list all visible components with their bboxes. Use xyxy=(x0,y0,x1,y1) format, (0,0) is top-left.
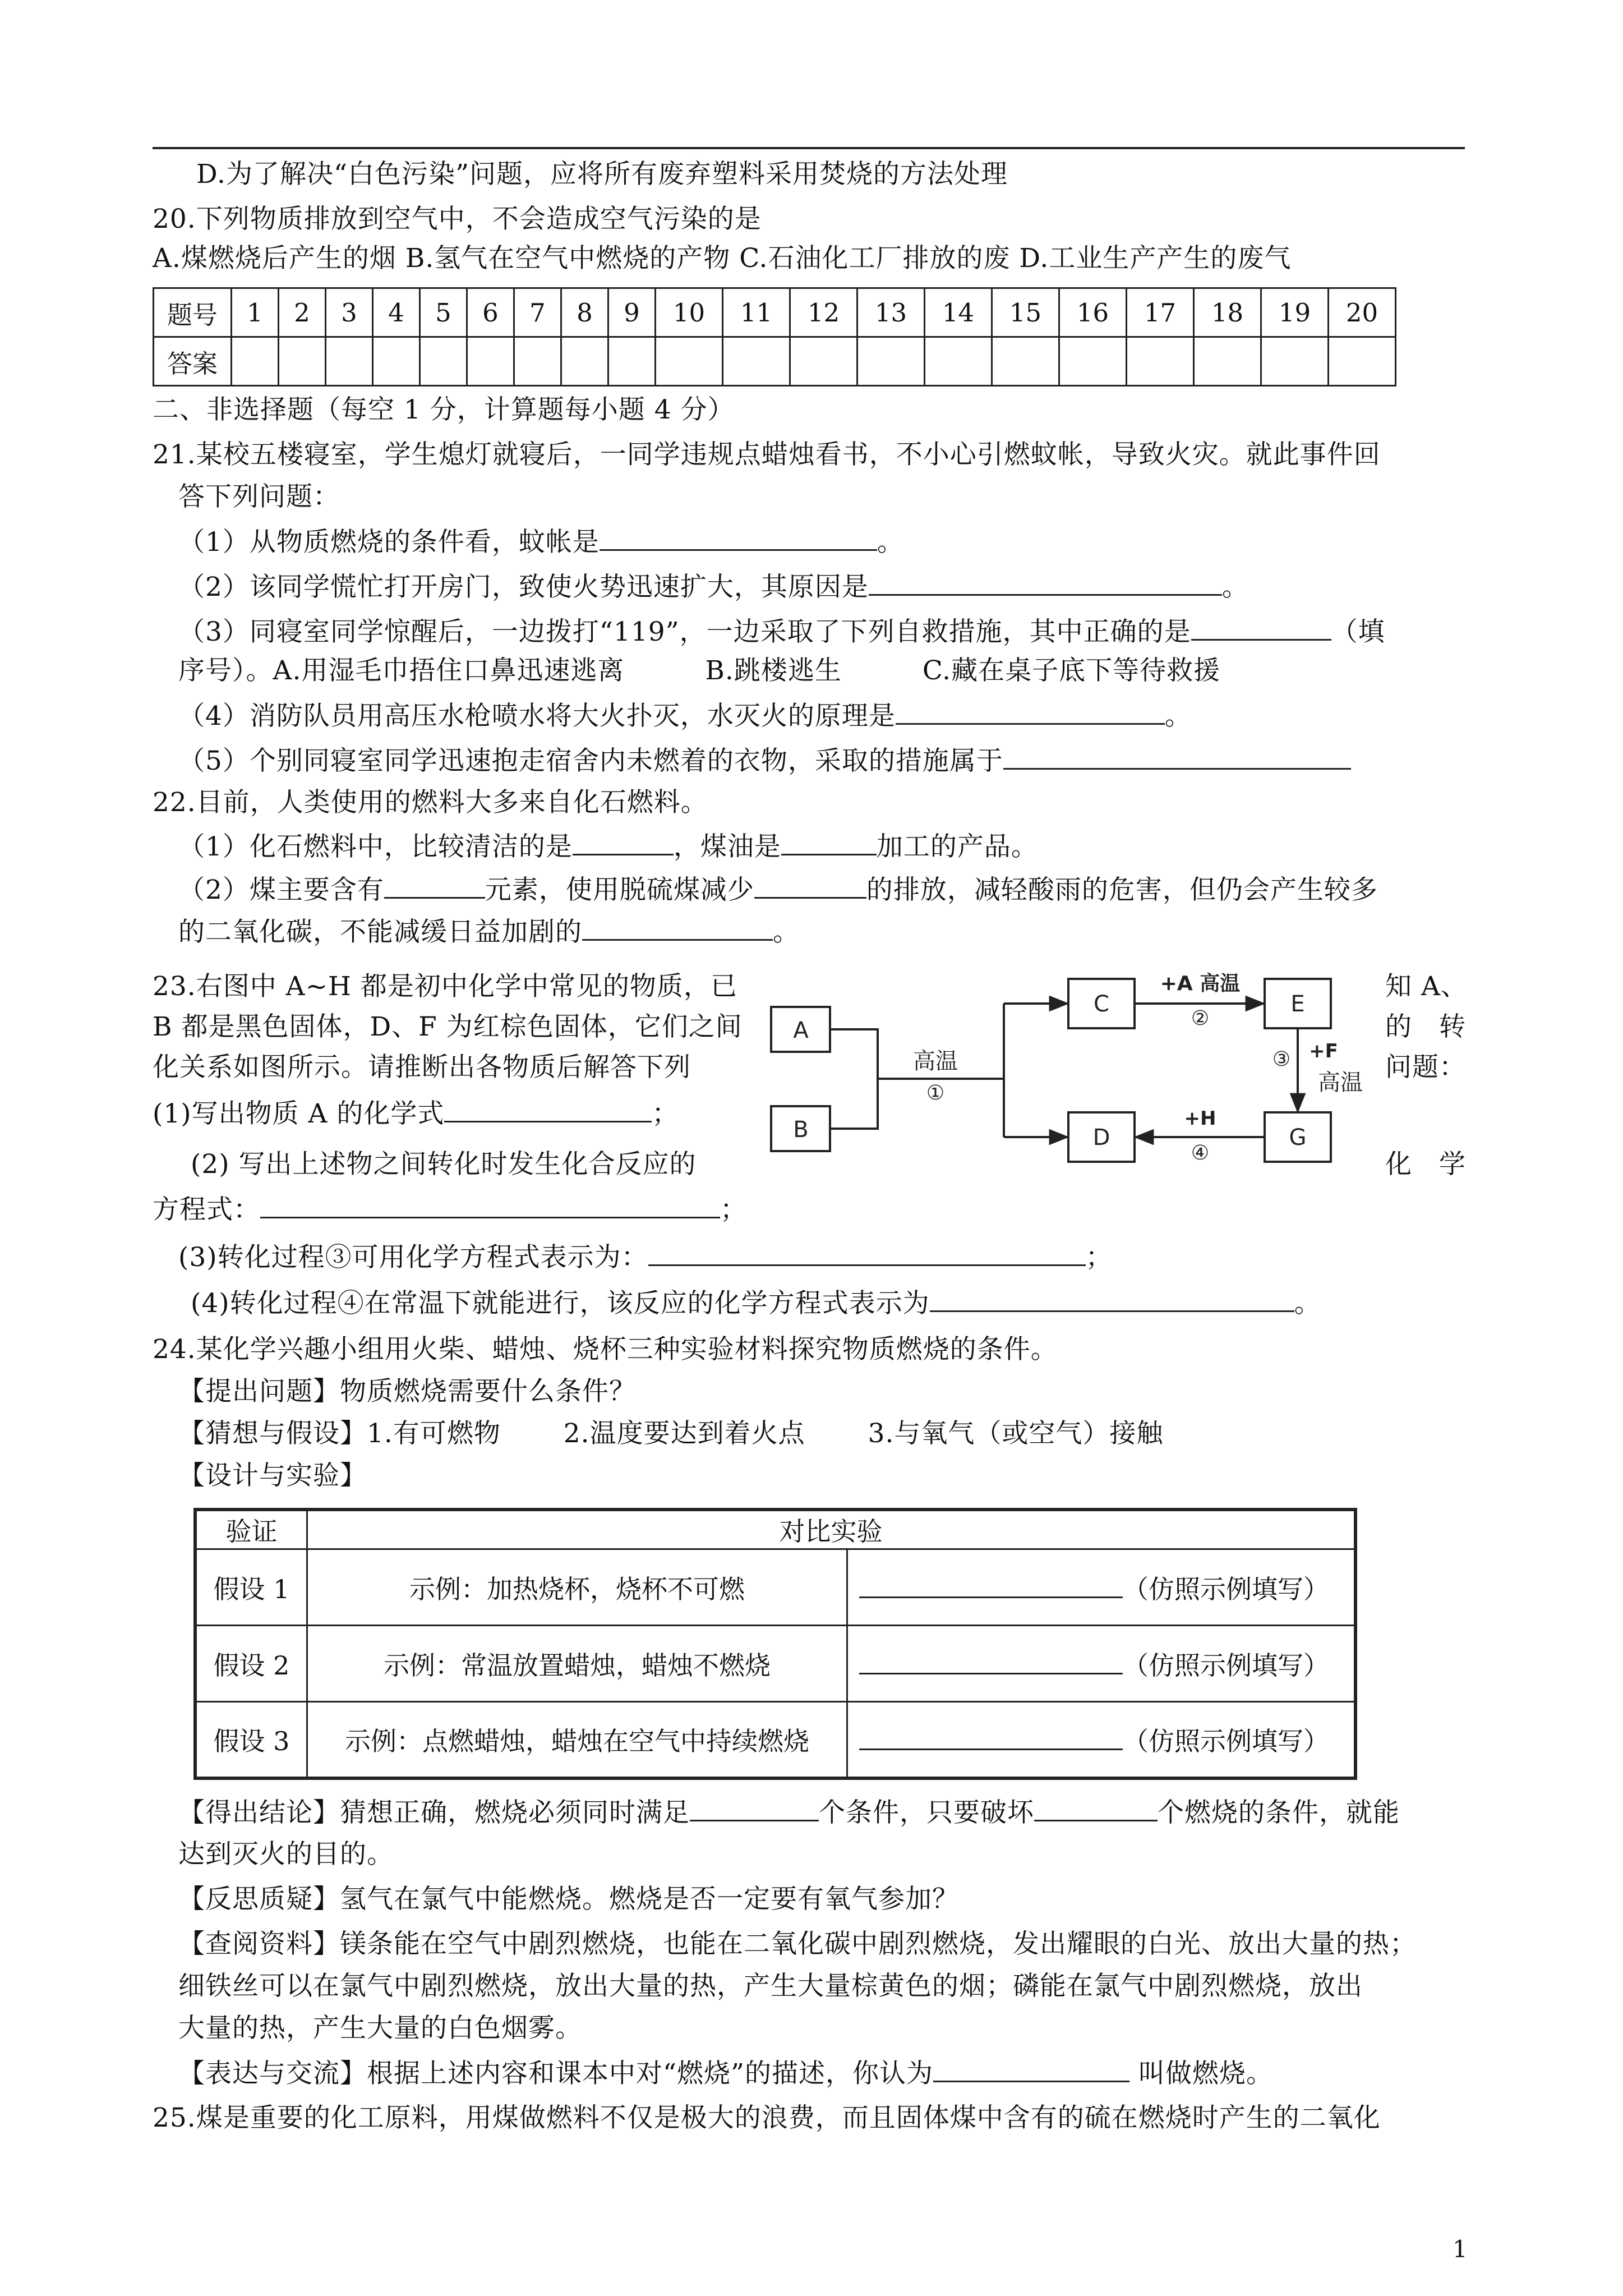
q24-design-heading: 【设计与实验】 xyxy=(178,1460,367,1491)
answer-blank[interactable] xyxy=(1003,743,1351,770)
answer-number: 10 xyxy=(656,288,723,337)
q23-stem-3-right: 问题： xyxy=(1385,1052,1466,1083)
q21-part-2-text: （2）该同学慌忙打开房门，致使火势迅速扩大，其原因是 xyxy=(178,572,869,602)
q22-part-3-text: 的二氧化碳，不能减缓日益加剧的 xyxy=(178,917,582,947)
label-d: D xyxy=(1092,1125,1110,1151)
q21-part-1-text: （1）从物质燃烧的条件看，蚊帐是 xyxy=(178,527,600,558)
answer-cell[interactable] xyxy=(656,337,723,386)
q22-part-1 xyxy=(178,829,1038,864)
experiment-header-verify: 验证 xyxy=(195,1510,307,1549)
q21-part-3-text: （3）同寝室同学惊醒后，一边拨打“119”，一边采取了下列自救措施，其中正确的是 xyxy=(178,616,1191,647)
q24-conclusion-text-a: 【得出结论】猜想正确，燃烧必须同时满足 xyxy=(178,1797,690,1828)
q24-stem: 24.某化学兴趣小组用火柴、蜡烛、烧杯三种实验材料探究物质燃烧的条件。 xyxy=(153,1334,1058,1365)
answer-blank[interactable] xyxy=(384,872,485,899)
reaction-2-label: +A 高温 xyxy=(1160,972,1241,995)
answer-cell[interactable] xyxy=(1194,337,1261,386)
q24-materials-3: 大量的热，产生大量的白色烟雾。 xyxy=(178,2013,582,2044)
q22-part-2-text-a: （2）煤主要含有 xyxy=(178,875,384,905)
q22-stem: 22.目前，人类使用的燃料大多来自化石燃料。 xyxy=(153,787,708,818)
answer-cell[interactable] xyxy=(857,337,925,386)
q24-conclusion-2: 达到灭火的目的。 xyxy=(178,1839,394,1870)
answer-blank[interactable] xyxy=(896,698,1165,725)
label-a: A xyxy=(793,1018,809,1043)
q21-part-1 xyxy=(178,524,904,560)
answer-cell[interactable] xyxy=(326,337,373,386)
answer-table-label: 题号 xyxy=(154,288,232,337)
answer-number: 16 xyxy=(1059,288,1127,337)
answer-cell[interactable] xyxy=(1127,337,1194,386)
reaction-1-label: 高温 xyxy=(913,1048,958,1074)
answer-blank[interactable] xyxy=(690,1795,819,1821)
reaction-4-label: +H xyxy=(1184,1107,1216,1130)
hypothesis-label: 假设 3 xyxy=(195,1702,307,1778)
example-text: 示例：常温放置蜡烛，蜡烛不燃烧 xyxy=(307,1626,847,1702)
answer-blank[interactable] xyxy=(781,829,877,855)
answer-number: 6 xyxy=(467,288,514,337)
answer-blank[interactable] xyxy=(582,914,773,941)
answer-cell[interactable] xyxy=(1329,337,1396,386)
answer-blank[interactable] xyxy=(933,2056,1129,2082)
answer-cell[interactable] xyxy=(790,337,857,386)
answer-table-answer-row xyxy=(154,337,1396,386)
q23-part-4 xyxy=(191,1286,1321,1321)
answer-table-answer-label: 答案 xyxy=(154,337,232,386)
q24-hypothesis: 【猜想与假设】1.有可燃物 2.温度要达到着火点 3.与氧气（或空气）接触 xyxy=(178,1418,1164,1449)
answer-number: 13 xyxy=(857,288,925,337)
reaction-2-number: ② xyxy=(1191,1007,1210,1030)
answer-blank[interactable] xyxy=(1191,614,1331,641)
q23-stem-1: 23.右图中 A~H 都是初中化学中常见的物质，已 xyxy=(153,971,737,1002)
answer-cell[interactable] xyxy=(514,337,561,386)
answer-cell[interactable] xyxy=(420,337,467,386)
hypothesis-label: 假设 1 xyxy=(195,1549,307,1626)
q24-expression-text: 【表达与交流】根据上述内容和课本中对“燃烧”的描述，你认为 xyxy=(178,2058,934,2089)
answer-blank[interactable] xyxy=(869,569,1222,596)
answer-number: 18 xyxy=(1194,288,1261,337)
answer-cell[interactable] xyxy=(279,337,326,386)
answer-number: 20 xyxy=(1329,288,1396,337)
fill-cell xyxy=(847,1626,1356,1702)
answer-table-number-row xyxy=(154,288,1396,337)
answer-number: 8 xyxy=(561,288,608,337)
reaction-3-label-2: 高温 xyxy=(1318,1070,1363,1096)
q24-conclusion xyxy=(178,1795,1400,1830)
header-rule xyxy=(153,147,1465,149)
q23-part-2-eq-label: 方程式： xyxy=(153,1194,260,1225)
semicolon: ； xyxy=(1085,1242,1113,1273)
q21-part-3-options: 序号）。A.用湿毛巾捂住口鼻迅速逃离 B.跳楼逃生 C.藏在桌子底下等待救援 xyxy=(178,655,1221,686)
q23-part-3-text: (3)转化过程③可用化学方程式表示为： xyxy=(178,1242,648,1273)
answer-cell[interactable] xyxy=(373,337,420,386)
q21-part-3-end: （填 xyxy=(1331,616,1385,647)
answer-number: 17 xyxy=(1127,288,1194,337)
period: 。 xyxy=(1221,572,1249,602)
answer-number: 9 xyxy=(608,288,656,337)
q24-conclusion-text-b: 个条件，只要破坏 xyxy=(819,1797,1034,1828)
q24-reflection: 【反思质疑】氢气在氯气中能燃烧。燃烧是否一定要有氧气参加？ xyxy=(178,1884,959,1915)
q23-part-2: (2) 写出上述物之间转化时发生化合反应的 xyxy=(191,1149,697,1180)
period: 。 xyxy=(773,917,800,947)
fill-note: （仿照示例填写） xyxy=(1123,1650,1329,1681)
reaction-4-number: ④ xyxy=(1191,1142,1210,1165)
q21-part-3 xyxy=(178,614,1385,650)
experiment-table-header xyxy=(195,1510,1355,1549)
q22-part-1-text-c: 加工的产品。 xyxy=(876,831,1038,862)
answer-blank[interactable] xyxy=(754,872,866,899)
answer-cell[interactable] xyxy=(561,337,608,386)
q25-stem: 25.煤是重要的化工原料，用煤做燃料不仅是极大的浪费，而且固体煤中含有的硫在燃烧时产生的二氧化 xyxy=(153,2102,1381,2133)
answer-cell[interactable] xyxy=(1059,337,1127,386)
q24-expression-end: 叫做燃烧。 xyxy=(1138,2058,1274,2089)
q21-part-4 xyxy=(178,698,1192,734)
q23-part-3 xyxy=(178,1240,1113,1275)
answer-blank[interactable] xyxy=(859,1724,1123,1750)
reaction-3-number: ③ xyxy=(1272,1048,1291,1071)
answer-blank[interactable] xyxy=(930,1286,1294,1312)
answer-number: 19 xyxy=(1261,288,1329,337)
answer-number: 7 xyxy=(514,288,561,337)
reaction-diagram xyxy=(757,962,1402,1203)
experiment-header-compare: 对比实验 xyxy=(307,1510,1356,1549)
answer-blank[interactable] xyxy=(859,1572,1123,1598)
answer-blank[interactable] xyxy=(859,1648,1123,1674)
q21-part-5 xyxy=(178,743,1351,779)
answer-cell[interactable] xyxy=(608,337,656,386)
label-g: G xyxy=(1289,1125,1307,1151)
q23-stem-2: B 都是黑色固体，D、F 为红棕色固体，它们之间 xyxy=(153,1011,743,1042)
answer-number: 4 xyxy=(373,288,420,337)
answer-number: 3 xyxy=(326,288,373,337)
label-b: B xyxy=(793,1117,809,1143)
hypothesis-label: 假设 2 xyxy=(195,1626,307,1702)
q24-materials-2: 细铁丝可以在氯气中剧烈燃烧，放出大量的热，产生大量棕黄色的烟；磷能在氯气中剧烈燃烧，放出 xyxy=(178,1971,1363,2001)
label-e: E xyxy=(1290,991,1305,1017)
q24-expression xyxy=(178,2056,1273,2091)
period: 。 xyxy=(1164,701,1192,731)
q23-part-1 xyxy=(153,1096,679,1131)
page-number: 1 xyxy=(1453,2235,1468,2263)
q20-options: A.煤燃烧后产生的烟 B.氢气在空气中燃烧的产物 C.石油化工厂排放的废 D.工业生产产生的废气 xyxy=(153,243,1292,274)
answer-number: 14 xyxy=(925,288,992,337)
fill-cell xyxy=(847,1702,1356,1778)
q21-stem-2: 答下列问题： xyxy=(178,481,340,512)
example-text: 示例：点燃蜡烛，蜡烛在空气中持续燃烧 xyxy=(307,1702,847,1778)
q22-part-3 xyxy=(178,914,800,950)
answer-blank[interactable] xyxy=(1034,1795,1158,1821)
fill-cell xyxy=(847,1549,1356,1626)
q23-stem-1-right: 知 A、 xyxy=(1385,971,1468,1002)
q24-materials-1: 【查阅资料】镁条能在空气中剧烈燃烧，也能在二氧化碳中剧烈燃烧，发出耀眼的白光、放出大量的热； xyxy=(178,1929,1417,1959)
semicolon: ； xyxy=(720,1194,747,1225)
answer-blank[interactable] xyxy=(600,524,877,551)
fill-note: （仿照示例填写） xyxy=(1123,1726,1329,1756)
label-c: C xyxy=(1094,991,1109,1017)
q19-option-d: D.为了解决“白色污染”问题，应将所有废弃塑料采用焚烧的方法处理 xyxy=(196,159,1008,190)
q23-part-1-text: (1)写出物质 A 的化学式 xyxy=(153,1098,445,1129)
q22-part-1-text-a: （1）化石燃料中，比较清洁的是 xyxy=(178,831,573,862)
q21-part-5-text: （5）个别同寝室同学迅速抱走宿舍内未燃着的衣物，采取的措施属于 xyxy=(178,746,1003,776)
period: 。 xyxy=(877,527,904,558)
answer-number: 15 xyxy=(992,288,1059,337)
q21-part-4-text: （4）消防队员用高压水枪喷水将大火扑灭，水灭火的原理是 xyxy=(178,701,896,731)
experiment-row xyxy=(195,1702,1355,1778)
answer-blank[interactable] xyxy=(573,829,674,855)
experiment-row xyxy=(195,1549,1355,1626)
q21-stem-1: 21.某校五楼寝室，学生熄灯就寝后，一同学违规点蜡烛看书，不小心引燃蚊帐，导致火灾。就此事件回 xyxy=(153,439,1381,470)
q22-part-2-text-c: 的排放，减轻酸雨的危害，但仍会产生较多 xyxy=(866,875,1378,905)
reaction-3-label-1: +F xyxy=(1309,1040,1338,1062)
experiment-table xyxy=(193,1508,1357,1780)
period: 。 xyxy=(1294,1288,1321,1319)
answer-cell[interactable] xyxy=(723,337,790,386)
q24-question: 【提出问题】物质燃烧需要什么条件？ xyxy=(178,1376,636,1407)
q20-stem: 20.下列物质排放到空气中，不会造成空气污染的是 xyxy=(153,204,762,234)
answer-cell[interactable] xyxy=(467,337,514,386)
q23-part-2-right: 化 学 xyxy=(1385,1149,1466,1180)
merge-line xyxy=(830,1029,878,1129)
answer-table xyxy=(153,287,1396,386)
answer-number: 1 xyxy=(232,288,279,337)
reaction-1-number: ① xyxy=(926,1082,945,1105)
q22-part-2-text-b: 元素，使用脱硫煤减少 xyxy=(485,875,754,905)
q23-stem-3: 化关系如图所示。请推断出各物质后解答下列 xyxy=(153,1052,691,1083)
q23-stem-2-right: 的 转 xyxy=(1385,1011,1466,1042)
answer-blank[interactable] xyxy=(260,1192,720,1218)
q23-part-4-text: (4)转化过程④在常温下就能进行，该反应的化学方程式表示为 xyxy=(191,1288,930,1319)
fill-note: （仿照示例填写） xyxy=(1123,1573,1329,1604)
answer-number: 5 xyxy=(420,288,467,337)
q23-part-2-equation xyxy=(153,1192,747,1227)
answer-cell[interactable] xyxy=(925,337,992,386)
section-2-heading: 二、非选择题（每空 1 分，计算题每小题 4 分） xyxy=(153,394,735,425)
experiment-row xyxy=(195,1626,1355,1702)
q21-part-2 xyxy=(178,569,1249,605)
semicolon: ； xyxy=(652,1098,679,1129)
q22-part-2 xyxy=(178,872,1378,908)
answer-blank[interactable] xyxy=(444,1096,652,1122)
answer-cell[interactable] xyxy=(1261,337,1329,386)
answer-cell[interactable] xyxy=(992,337,1059,386)
answer-number: 12 xyxy=(790,288,857,337)
answer-cell[interactable] xyxy=(232,337,279,386)
answer-number: 2 xyxy=(279,288,326,337)
q22-part-1-text-b: ，煤油是 xyxy=(673,831,781,862)
example-text: 示例：加热烧杯，烧杯不可燃 xyxy=(307,1549,847,1626)
answer-number: 11 xyxy=(723,288,790,337)
q24-conclusion-text-c: 个燃烧的条件，就能 xyxy=(1158,1797,1400,1828)
answer-blank[interactable] xyxy=(648,1240,1086,1266)
